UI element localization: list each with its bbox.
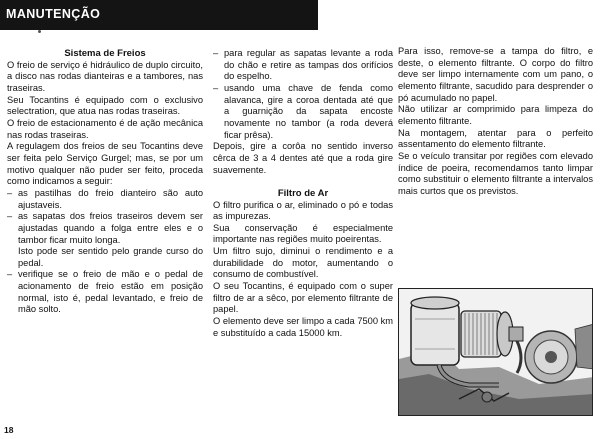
section-heading-brakes: Sistema de Freios xyxy=(64,48,146,59)
list-item-note: Isto pode ser sentido pelo grande curso do pedal. xyxy=(18,246,203,268)
paragraph: Para isso, remove-se a tampa do filtro, e deste, o elemento filtrante. O corpo do filtro deve ser limpo internamente com um pano, o elemento filtrante, sacudido para desprender o pó acumulado no papel. xyxy=(398,46,593,103)
column-2 xyxy=(213,48,393,339)
paragraph: Seu Tocantins é equipado com o exclusivo selectration, que atua nas rodas traseiras. xyxy=(7,94,203,117)
air-filter-engine-illustration xyxy=(398,288,593,416)
header-bar xyxy=(0,0,318,30)
paragraph: Depois, gire a corôa no sentido inverso cêrca de 3 a 4 dentes até que a roda gire suavemente. xyxy=(213,141,393,175)
list-item: – as pastilhas do freio dianteiro são auto ajustaveis. xyxy=(7,187,203,210)
list-item: – usando uma chave de fenda como alavanca, gire a coroa dentada até que a guarnição da sapata encoste novamente no tambor (a roda deverá ficar prêsa). xyxy=(213,82,393,140)
column-1 xyxy=(7,48,203,316)
paragraph: Se o veículo transitar por regiões com elevado índice de poeira, recomendamos tanto limpar como substituir o elemento filtrante a intervalos mais curtos que os previstos. xyxy=(398,150,593,196)
list-item: – as sapatas dos freios traseiros devem ser ajustadas quando a folga entre eles e o tambor ficar muito longa. xyxy=(7,211,203,245)
paragraph: O filtro purifica o ar, eliminado o pó e todas as impurezas. xyxy=(213,199,393,222)
page-number: 18 xyxy=(4,425,14,435)
list-item: – para regular as sapatas levante a roda do chão e retire as tampas dos orifícios do espelho. xyxy=(213,48,393,82)
paragraph: O freio de estacionamento é de ação mecânica nas rodas traseiras. xyxy=(7,117,203,140)
paragraph: Não utilizar ar comprimido para limpeza do elemento filtrante. xyxy=(398,104,593,126)
air-filter-drawing xyxy=(399,289,593,416)
page-title: MANUTENÇÃO xyxy=(6,7,101,21)
column-3 xyxy=(398,46,593,198)
paragraph: O seu Tocantins, é equipado com o super filtro de ar a sêco, por elemento filtrante de papel. xyxy=(213,281,393,315)
section-heading-air-filter: Filtro de Ar xyxy=(277,187,329,199)
paragraph: A regulagem dos freios de seu Tocantins deve ser feita pelo Serviço Gurgel; mas, se por um motivo qualquer não puder ser feito, proceda como indicamos a seguir: xyxy=(7,141,203,187)
paragraph: Um filtro sujo, diminui o rendimento e a durabilidade do motor, aumentando o consumo de combustível. xyxy=(213,246,393,280)
paragraph: O freio de serviço é hidráulico de duplo circuito, a disco nas rodas dianteiras e a tambores, nas traseiras. xyxy=(7,59,203,93)
header-dot xyxy=(38,30,41,33)
paragraph: O elemento deve ser limpo a cada 7500 km e substituído a cada 15000 km. xyxy=(213,316,393,338)
list-item: – verifique se o freio de mão e o pedal de acionamento de freio estão em posição normal, isto é, pedal levantado, e freio de mão solto. xyxy=(7,269,203,315)
paragraph: Na montagem, atentar para o perfeito assentamento do elemento filtrante. xyxy=(398,127,593,150)
paragraph: Sua conservação é especialmente importante nas regiões muito poeirentas. xyxy=(213,222,393,245)
